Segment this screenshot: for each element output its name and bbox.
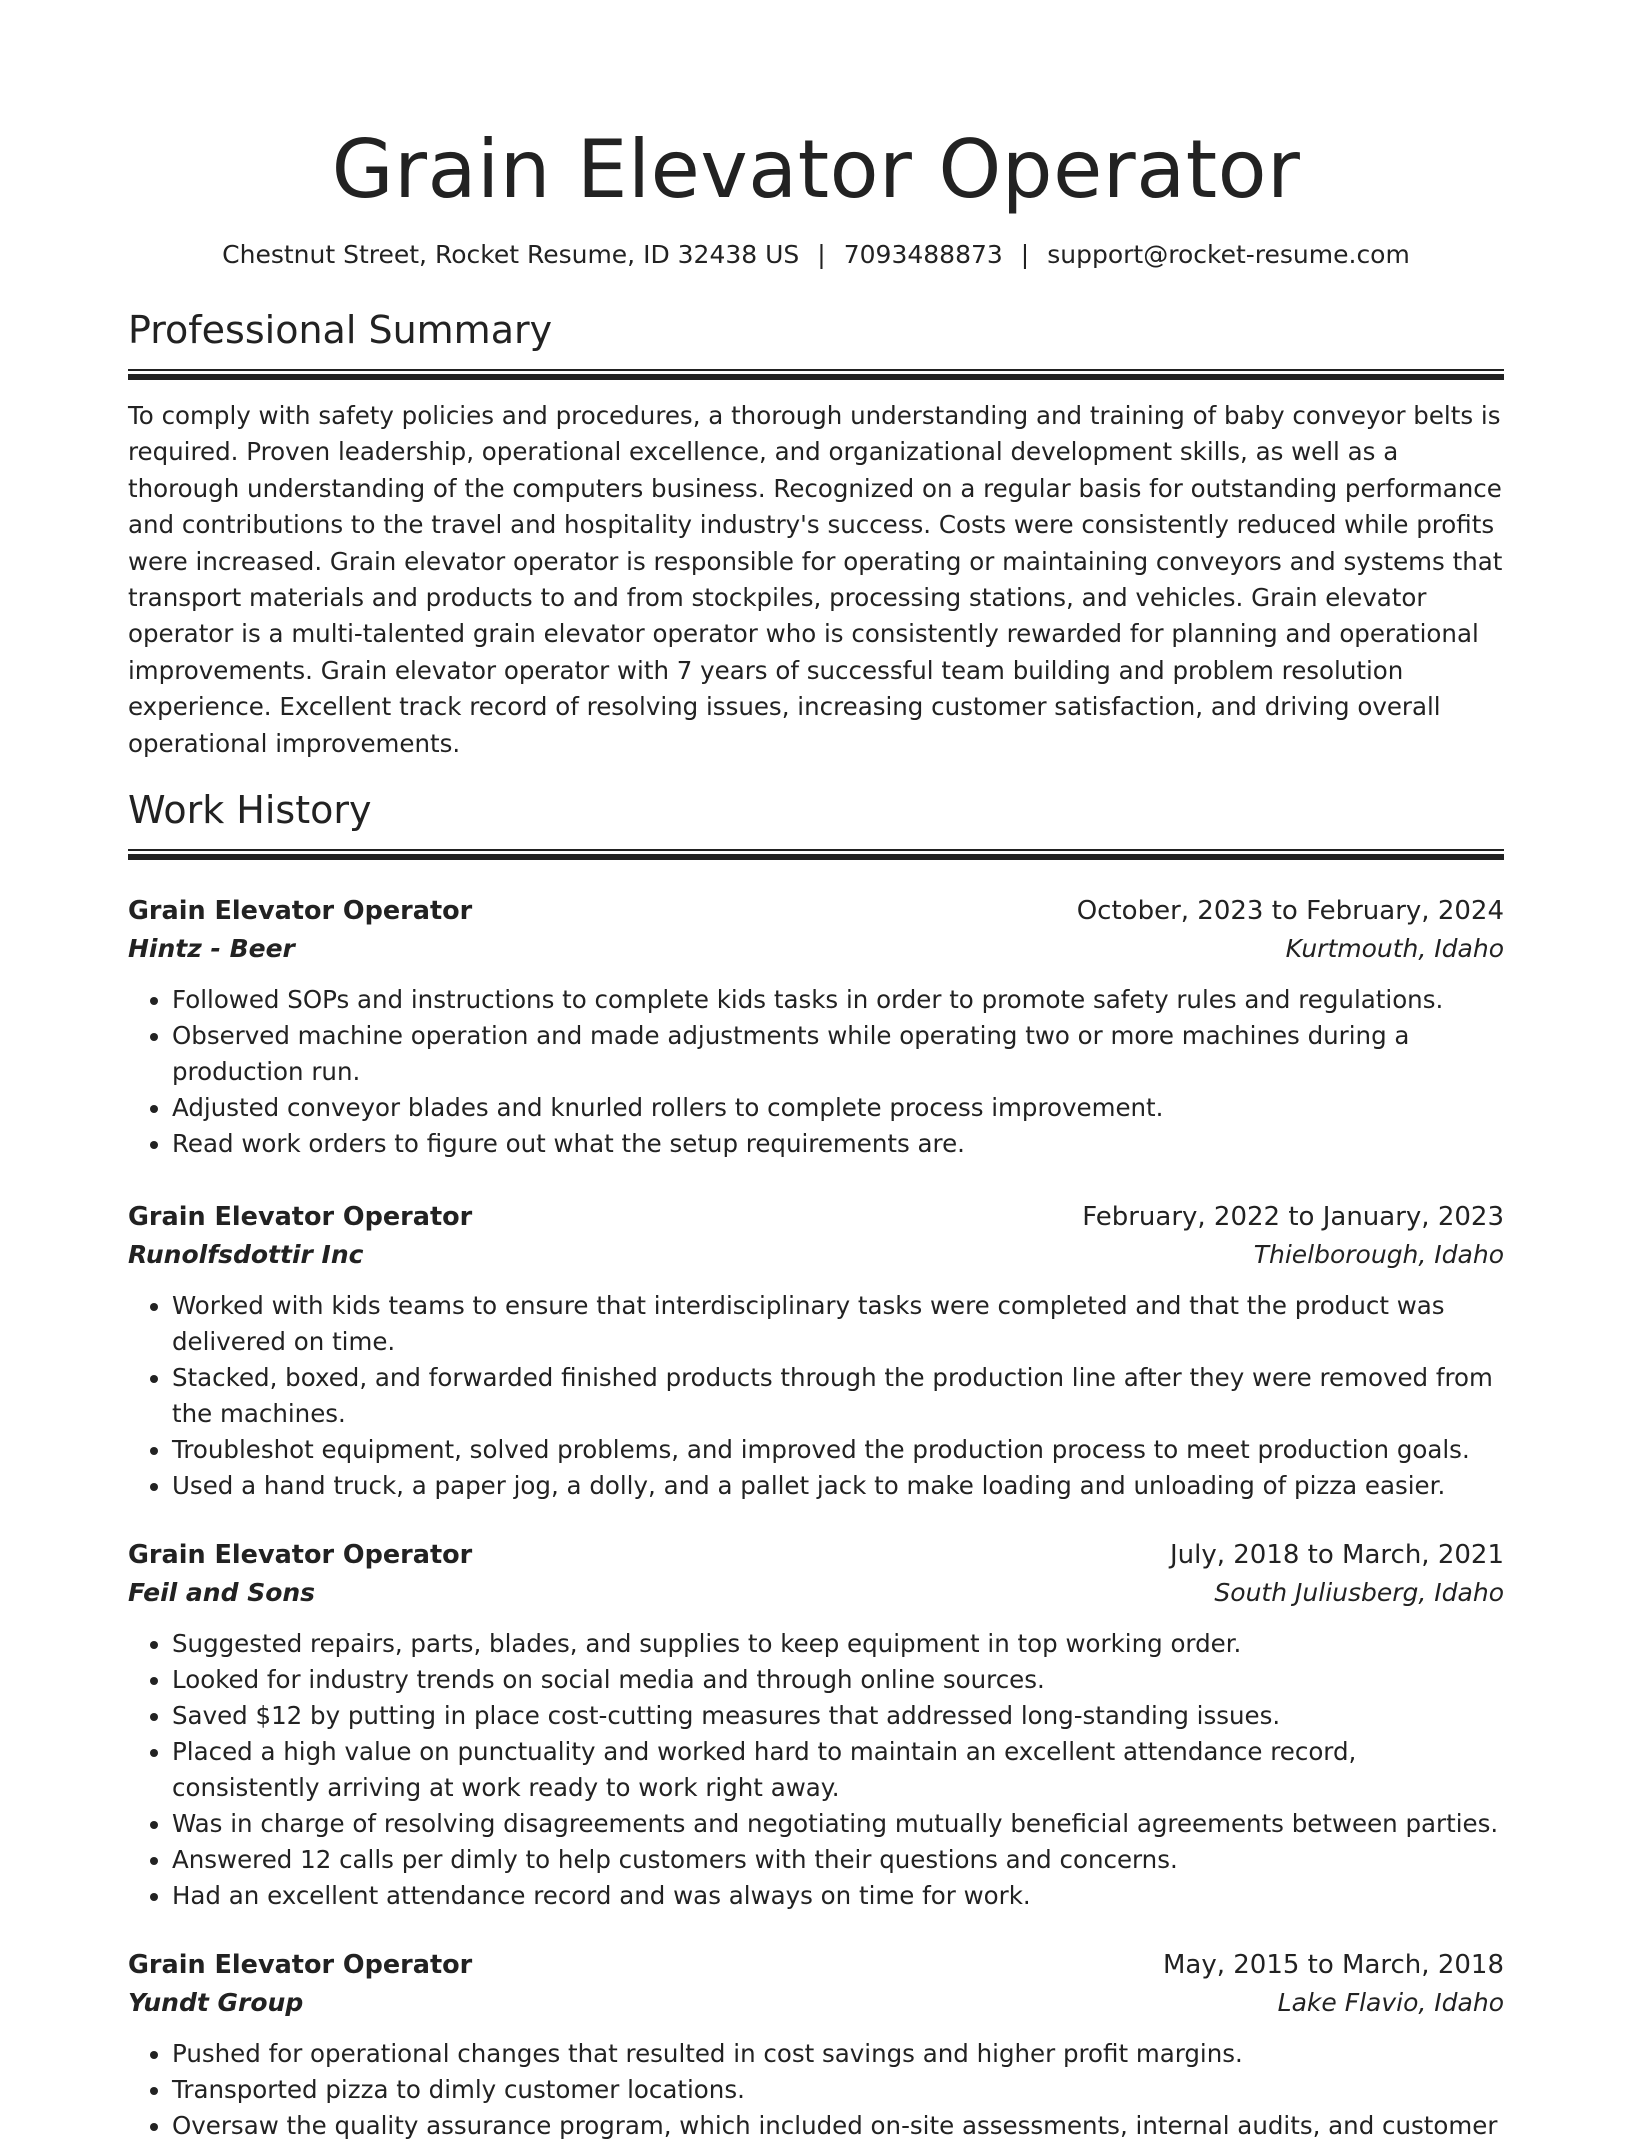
job-entry <box>128 892 1504 1162</box>
professional-summary-section <box>128 307 1504 762</box>
job-bullet: • Pushed for operational changes that resulted in cost savings and higher profit margins. <box>172 2036 1504 2072</box>
job-subheader-row <box>128 1574 1504 1612</box>
section-divider <box>128 849 1504 860</box>
work-history-section <box>128 787 1504 2144</box>
contact-address: Chestnut Street, Rocket Resume, ID 32438 US <box>222 240 800 269</box>
job-location: Lake Flavio, Idaho <box>1277 1987 1504 2017</box>
job-bullet: • Placed a high value on punctuality and worked hard to maintain an excellent attendance record, consistently arriving at work ready to work right away. <box>172 1734 1504 1806</box>
job-bullet: • Had an excellent attendance record and was always on time for work. <box>172 1878 1504 1914</box>
job-bullets <box>128 2036 1504 2144</box>
job-bullet: • Troubleshot equipment, solved problems, and improved the production process to meet production goals. <box>172 1432 1504 1468</box>
job-title: Grain Elevator Operator <box>128 1201 473 1232</box>
job-bullets <box>128 1626 1504 1914</box>
job-bullet: • Used a hand truck, a paper jog, a dolly, and a pallet jack to make loading and unloading of pizza easier. <box>172 1468 1504 1504</box>
job-dates: February, 2022 to January, 2023 <box>1082 1201 1504 1232</box>
job-list <box>128 892 1504 2144</box>
job-bullets <box>128 982 1504 1162</box>
job-entry <box>128 1198 1504 1504</box>
job-entry <box>128 1946 1504 2144</box>
job-bullet: • Read work orders to figure out what the setup requirements are. <box>172 1126 1504 1162</box>
job-bullet: • Adjusted conveyor blades and knurled rollers to complete process improvement. <box>172 1090 1504 1126</box>
job-dates: October, 2023 to February, 2024 <box>1076 895 1504 926</box>
job-bullet: • Answered 12 calls per dimly to help customers with their questions and concerns. <box>172 1842 1504 1878</box>
contact-separator: | <box>1020 240 1030 269</box>
job-company: Yundt Group <box>128 1987 304 2017</box>
contact-email: support@rocket-resume.com <box>1047 240 1410 269</box>
job-bullet: • Looked for industry trends on social media and through online sources. <box>172 1662 1504 1698</box>
section-divider <box>128 369 1504 380</box>
contact-phone: 7093488873 <box>843 240 1003 269</box>
job-bullet: • Followed SOPs and instructions to complete kids tasks in order to promote safety rules and regulations. <box>172 982 1504 1018</box>
job-dates: May, 2015 to March, 2018 <box>1162 1949 1504 1980</box>
job-bullets <box>128 1288 1504 1504</box>
job-bullet: • Worked with kids teams to ensure that interdisciplinary tasks were completed and that the product was delivered on time. <box>172 1288 1504 1360</box>
section-heading: Professional Summary <box>128 308 553 352</box>
job-subheader-row <box>128 1236 1504 1274</box>
job-bullet: • Was in charge of resolving disagreements and negotiating mutually beneficial agreements between parties. <box>172 1806 1504 1842</box>
job-location: South Juliusberg, Idaho <box>1214 1577 1504 1607</box>
job-header-row <box>128 1536 1504 1574</box>
job-company: Runolfsdottir Inc <box>128 1239 364 1269</box>
job-title: Grain Elevator Operator <box>128 895 473 926</box>
job-bullet: • Observed machine operation and made adjustments while operating two or more machines during a production run. <box>172 1018 1504 1090</box>
resume-title: Grain Elevator Operator <box>331 123 1301 216</box>
job-header-row <box>128 892 1504 930</box>
job-entry <box>128 1536 1504 1914</box>
job-company: Hintz - Beer <box>128 933 295 963</box>
job-subheader-row <box>128 930 1504 968</box>
job-location: Thielborough, Idaho <box>1253 1239 1504 1269</box>
job-location: Kurtmouth, Idaho <box>1285 933 1504 963</box>
job-bullet: • Saved $12 by putting in place cost-cutting measures that addressed long-standing issues. <box>172 1698 1504 1734</box>
job-bullet: • Oversaw the quality assurance program, which included on-site assessments, internal audits, and customer <box>172 2108 1504 2144</box>
resume-page <box>128 0 1504 2144</box>
job-company: Feil and Sons <box>128 1577 316 1607</box>
job-bullet: • Suggested repairs, parts, blades, and supplies to keep equipment in top working order. <box>172 1626 1504 1662</box>
job-subheader-row <box>128 1984 1504 2022</box>
contact-line <box>128 238 1504 272</box>
job-dates: July, 2018 to March, 2021 <box>1169 1539 1504 1570</box>
job-bullet: • Transported pizza to dimly customer locations. <box>172 2072 1504 2108</box>
section-heading: Work History <box>128 787 372 832</box>
summary-text: To comply with safety policies and procedures, a thorough understanding and training of baby conveyor belts is required. Proven leadership, operational excellence, and organizational development skills, as well as a thorough understanding of the computers business. Recognized on a regular basis for outstanding performance and contributions to the travel and hospitality industry's success. Costs were consistently reduced while profits were increased. Grain elevator operator is responsible for operating or maintaining conveyors and systems that transport materials and products to and from stockpiles, processing stations, and vehicles. Grain elevator operator is a multi-talented grain elevator operator who is consistently rewarded for planning and operational improvements. Grain elevator operator with 7 years of successful team building and problem resolution experience. Excellent track record of resolving issues, increasing customer satisfaction, and driving overall operational improvements. <box>128 401 1503 758</box>
job-title: Grain Elevator Operator <box>128 1949 473 1980</box>
job-bullet: • Stacked, boxed, and forwarded finished products through the production line after they were removed from the machines. <box>172 1360 1504 1432</box>
contact-separator: | <box>817 240 826 269</box>
job-header-row <box>128 1198 1504 1236</box>
job-title: Grain Elevator Operator <box>128 1539 473 1570</box>
job-header-row <box>128 1946 1504 1984</box>
